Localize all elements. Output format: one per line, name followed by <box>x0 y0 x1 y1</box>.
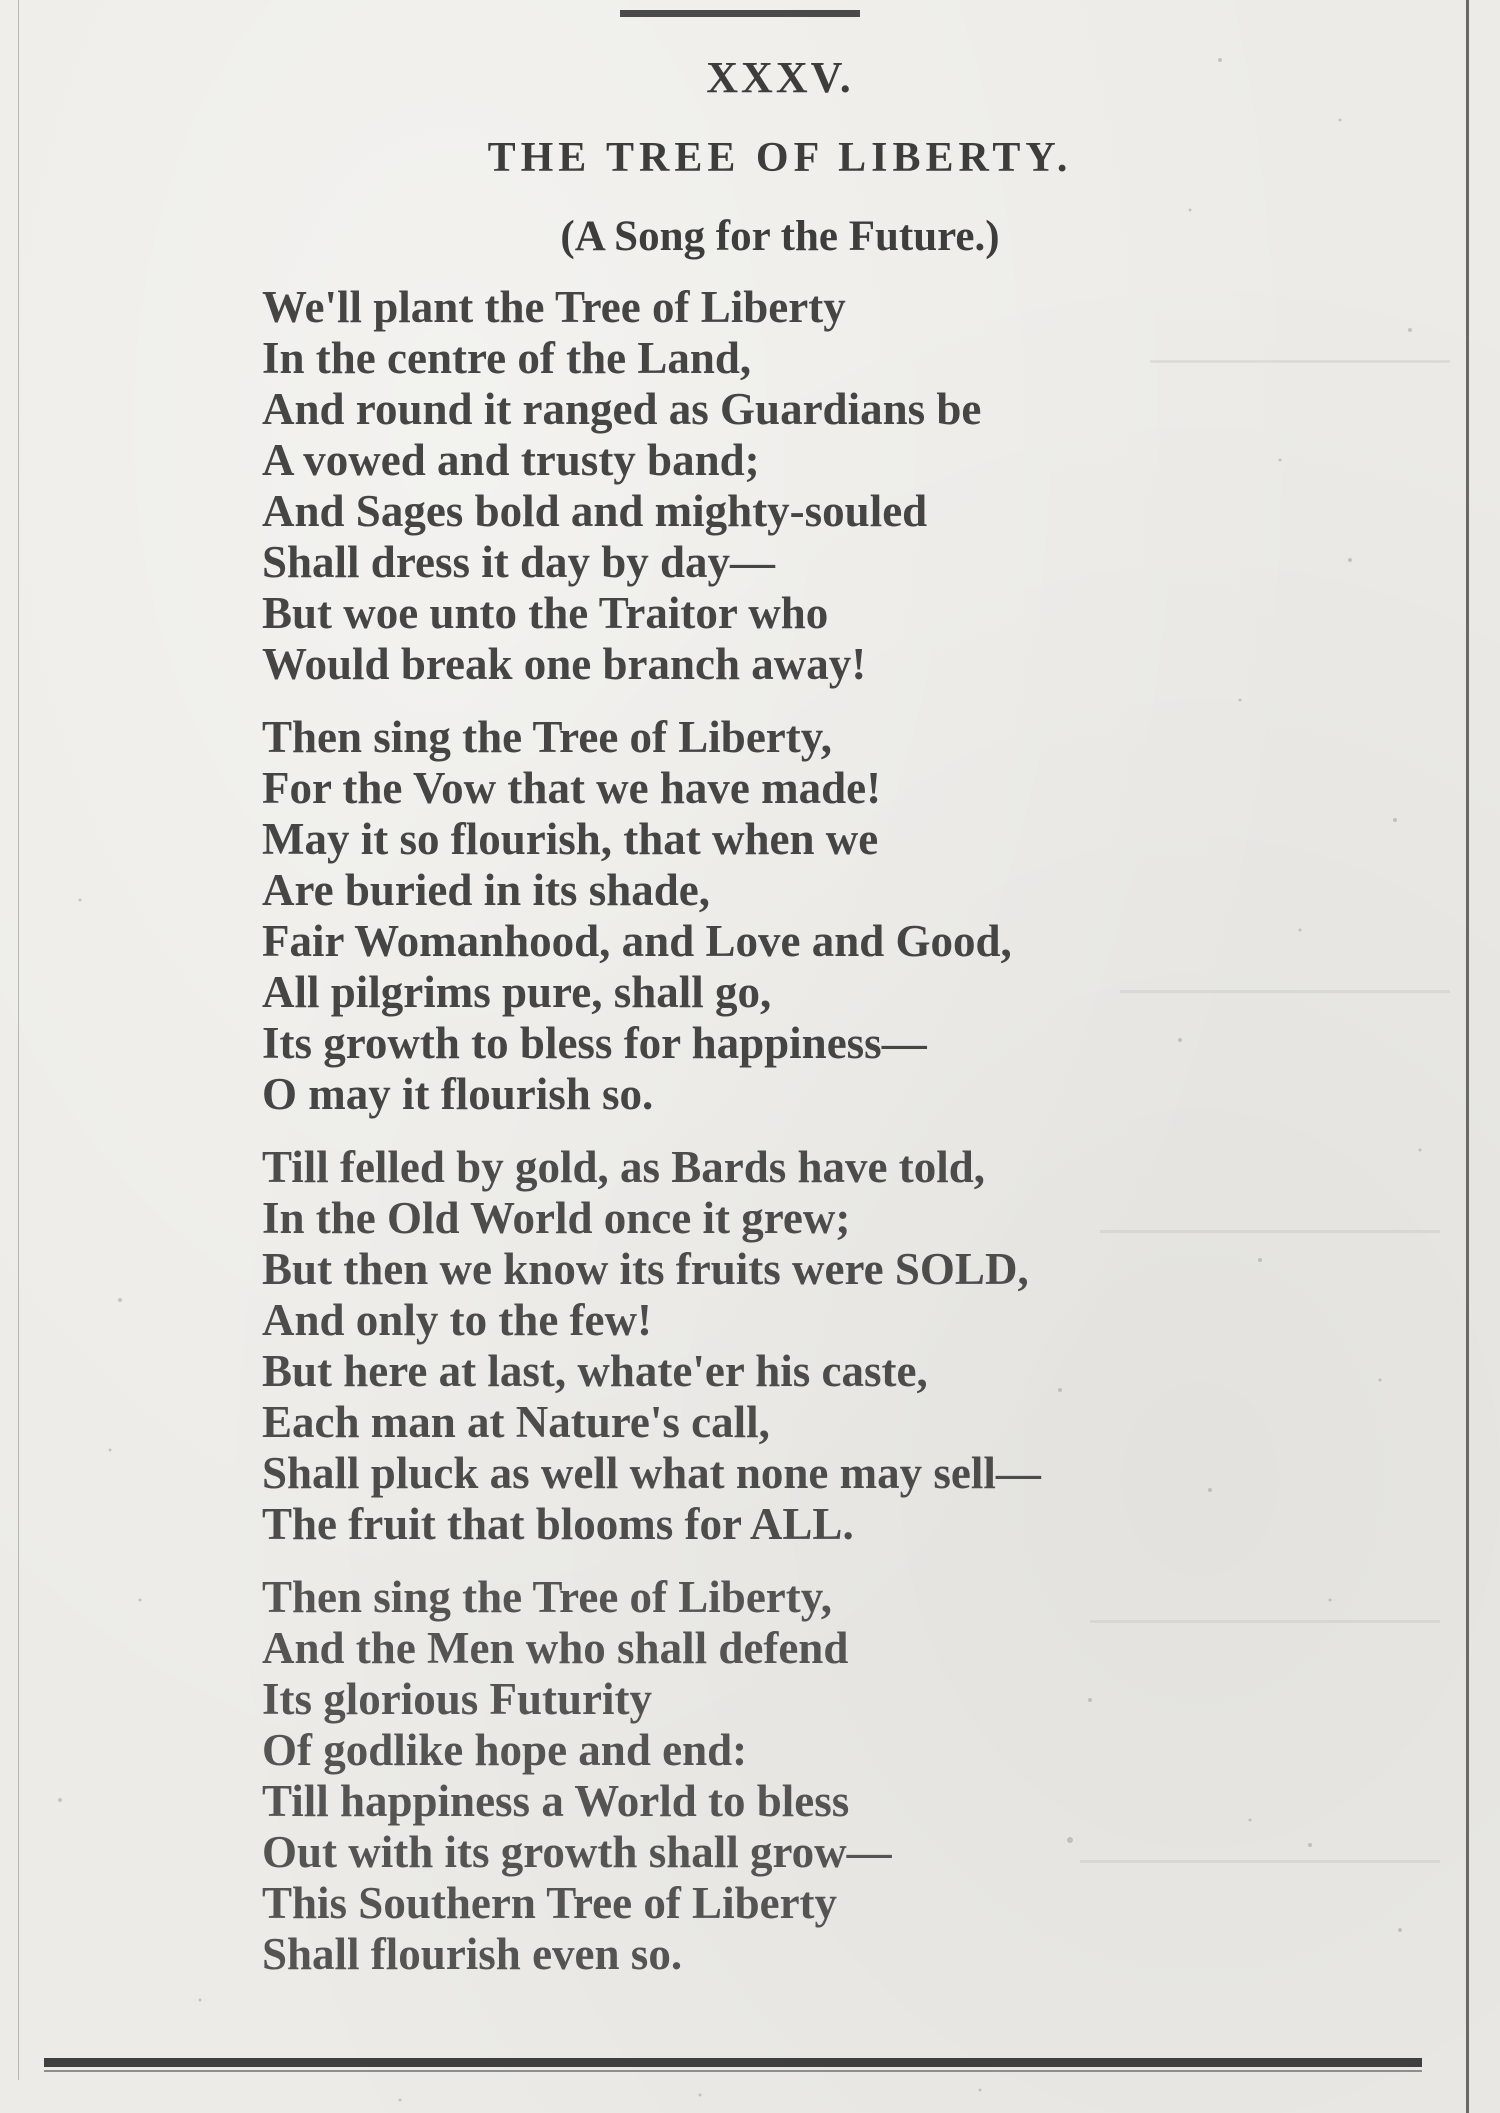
poem-line: And Sages bold and mighty-souled <box>262 486 928 536</box>
poem-body <box>262 282 1362 2002</box>
poem-line: Would break one branch away! <box>262 639 867 689</box>
left-column-rule <box>18 0 19 2080</box>
poem-line: Then sing the Tree of Liberty, <box>262 712 833 762</box>
poem-line: Each man at Nature's call, <box>262 1397 770 1447</box>
poem-line: But then we know its fruits were SOLD, <box>262 1244 1029 1294</box>
stanza-3 <box>262 1142 1362 1550</box>
poem-line: Fair Womanhood, and Love and Good, <box>262 916 1012 966</box>
right-column-rule <box>1466 0 1469 2113</box>
poem-subtitle: (A Song for the Future.) <box>560 213 1000 260</box>
poem-line: Shall dress it day by day— <box>262 537 776 587</box>
bottom-divider-rule <box>44 2058 1422 2067</box>
poem-line: In the Old World once it grew; <box>262 1193 851 1243</box>
poem-line: Are buried in its shade, <box>262 865 710 915</box>
poem-line: We'll plant the Tree of Liberty <box>262 282 846 332</box>
poem-line: A vowed and trusty band; <box>262 435 760 485</box>
stanza-2 <box>262 712 1362 1120</box>
poem-line: This Southern Tree of Liberty <box>262 1878 838 1928</box>
poem-title: THE TREE OF LIBERTY. <box>487 135 1073 181</box>
poem-line: Shall flourish even so. <box>262 1929 683 1979</box>
stanza-1 <box>262 282 1362 690</box>
poem-line: Shall pluck as well what none may sell— <box>262 1448 1041 1498</box>
poem-line: Then sing the Tree of Liberty, <box>262 1572 833 1622</box>
poem-line: O may it flourish so. <box>262 1069 654 1119</box>
poem-line: Out with its growth shall grow— <box>262 1827 892 1877</box>
poem-line: For the Vow that we have made! <box>262 763 882 813</box>
bottom-divider-thin-rule <box>44 2070 1422 2072</box>
poem-line: The fruit that blooms for ALL. <box>262 1499 854 1549</box>
poem-line: And only to the few! <box>262 1295 652 1345</box>
poem-line: But woe unto the Traitor who <box>262 588 829 638</box>
poem-line: Till happiness a World to bless <box>262 1776 850 1826</box>
poem-line: But here at last, whate'er his caste, <box>262 1346 928 1396</box>
poem-line: And the Men who shall defend <box>262 1623 849 1673</box>
poem-line: Its growth to bless for happiness— <box>262 1018 927 1068</box>
top-divider-rule <box>620 10 860 17</box>
poem-line: Till felled by gold, as Bards have told, <box>262 1142 986 1192</box>
poem-line: May it so flourish, that when we <box>262 814 879 864</box>
poem-line: In the centre of the Land, <box>262 333 752 383</box>
stanza-4 <box>262 1572 1362 1980</box>
poem-line: All pilgrims pure, shall go, <box>262 967 772 1017</box>
poem-line: Of godlike hope and end: <box>262 1725 748 1775</box>
poem-line: And round it ranged as Guardians be <box>262 384 982 434</box>
poem-line: Its glorious Futurity <box>262 1674 653 1724</box>
poem-number: XXXV. <box>706 53 854 102</box>
